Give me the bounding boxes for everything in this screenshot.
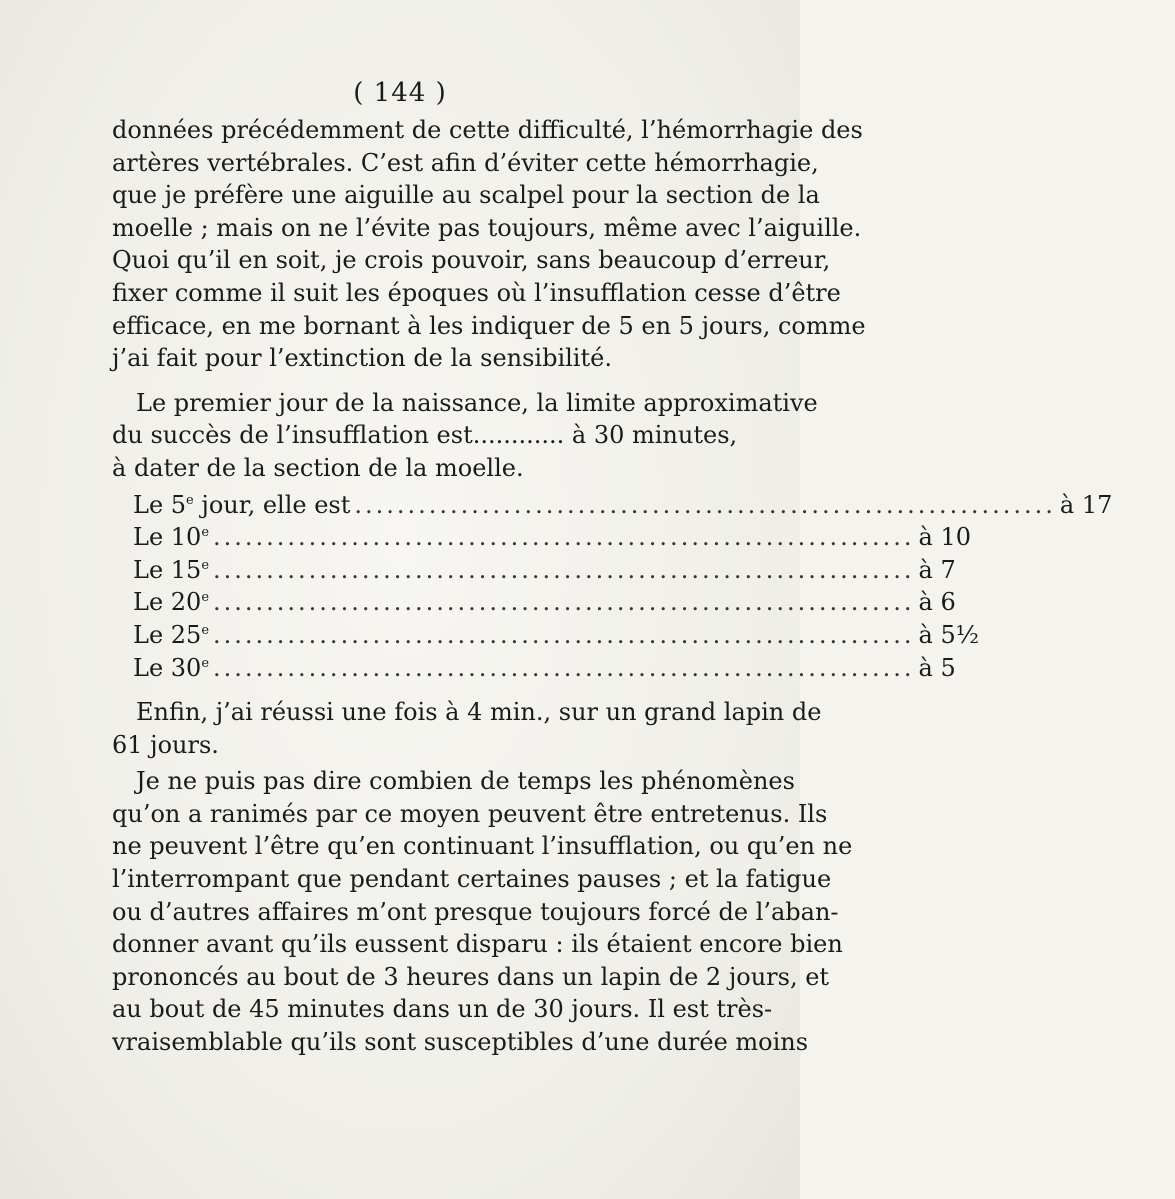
paragraph-3 <box>112 696 822 761</box>
row-value: à 7 <box>918 555 956 584</box>
text-line: ou d’autres affaires m’ont presque toujours forcé de l’aban- <box>112 897 839 926</box>
text-line: efficace, en me bornant à les indiquer de 5 en 5 jours, comme <box>112 311 866 340</box>
paragraph-1 <box>112 114 866 375</box>
row-label: Le 25e <box>133 620 210 649</box>
row-value: à 5 <box>918 653 956 682</box>
paragraph-4 <box>112 765 853 1058</box>
leader-dots: .................................................................. <box>213 588 915 617</box>
leader-dots: .................................................................. <box>213 523 915 552</box>
text-line: prononcés au bout de 3 heures dans un lapin de 2 jours, et <box>112 962 830 991</box>
text-line: du succès de l’insufflation est............ à 30 minutes, <box>112 421 738 450</box>
text-line: au bout de 45 minutes dans un de 30 jours. Il est très- <box>112 995 773 1024</box>
table-row <box>112 586 956 619</box>
text-line: l’interrompant que pendant certaines pauses ; et la fatigue <box>112 865 832 894</box>
text-line: ne peuvent l’être qu’en continuant l’insufflation, ou qu’en ne <box>112 832 853 861</box>
text-line: 61 jours. <box>112 730 219 759</box>
text-line: à dater de la section de la moelle. <box>112 453 524 482</box>
table-row <box>112 619 979 652</box>
leader-dots: .................................................................. <box>213 555 915 584</box>
text-line: Quoi qu’il en soit, je crois pouvoir, sans beaucoup d’erreur, <box>112 246 831 275</box>
leader-dots: .................................................................. <box>213 653 915 682</box>
row-value: à 17 <box>1059 490 1113 519</box>
body-text <box>112 114 1113 1059</box>
text-line: artères vertébrales. C’est afin d’éviter cette hémorrhagie, <box>112 148 819 177</box>
table-row <box>112 554 956 587</box>
leader-dots: .................................................................. <box>213 620 915 649</box>
text-line: Je ne puis pas dire combien de temps les phénomènes <box>136 767 795 796</box>
text-line: fixer comme il suit les époques où l’insufflation cesse d’être <box>112 278 841 307</box>
row-label: Le 20e <box>133 588 210 617</box>
row-label: Le 10e <box>133 523 210 552</box>
table-row <box>112 521 972 554</box>
insufflation-table <box>112 489 1113 685</box>
text-line: Le premier jour de la naissance, la limite approximative <box>136 388 818 417</box>
paragraph-2 <box>112 387 818 485</box>
row-label: Le 30e <box>133 653 210 682</box>
text-line: que je préfère une aiguille au scalpel pour la section de la <box>112 181 820 210</box>
page-number: ( 144 ) <box>353 78 447 108</box>
row-value: à 6 <box>918 588 956 617</box>
row-label: Le 15e <box>133 555 210 584</box>
row-label: Le 5e jour, elle est <box>133 490 351 519</box>
leader-dots: .................................................................. <box>354 490 1056 519</box>
text-line: Enfin, j’ai réussi une fois à 4 min., sur un grand lapin de <box>136 698 822 727</box>
row-value: à 10 <box>918 523 972 552</box>
text-line: vraisemblable qu’ils sont susceptibles d’une durée moins <box>112 1028 809 1057</box>
row-value: à 5½ <box>918 620 979 649</box>
table-row <box>112 489 1113 522</box>
text-line: donner avant qu’ils eussent disparu : ils étaient encore bien <box>112 930 843 959</box>
text-line: données précédemment de cette difficulté, l’hémorrhagie des <box>112 116 863 144</box>
table-row <box>112 652 956 685</box>
text-line: qu’on a ranimés par ce moyen peuvent être entretenus. Ils <box>112 799 828 828</box>
text-line: moelle ; mais on ne l’évite pas toujours, même avec l’aiguille. <box>112 213 862 242</box>
text-line: j’ai fait pour l’extinction de la sensibilité. <box>112 344 612 373</box>
